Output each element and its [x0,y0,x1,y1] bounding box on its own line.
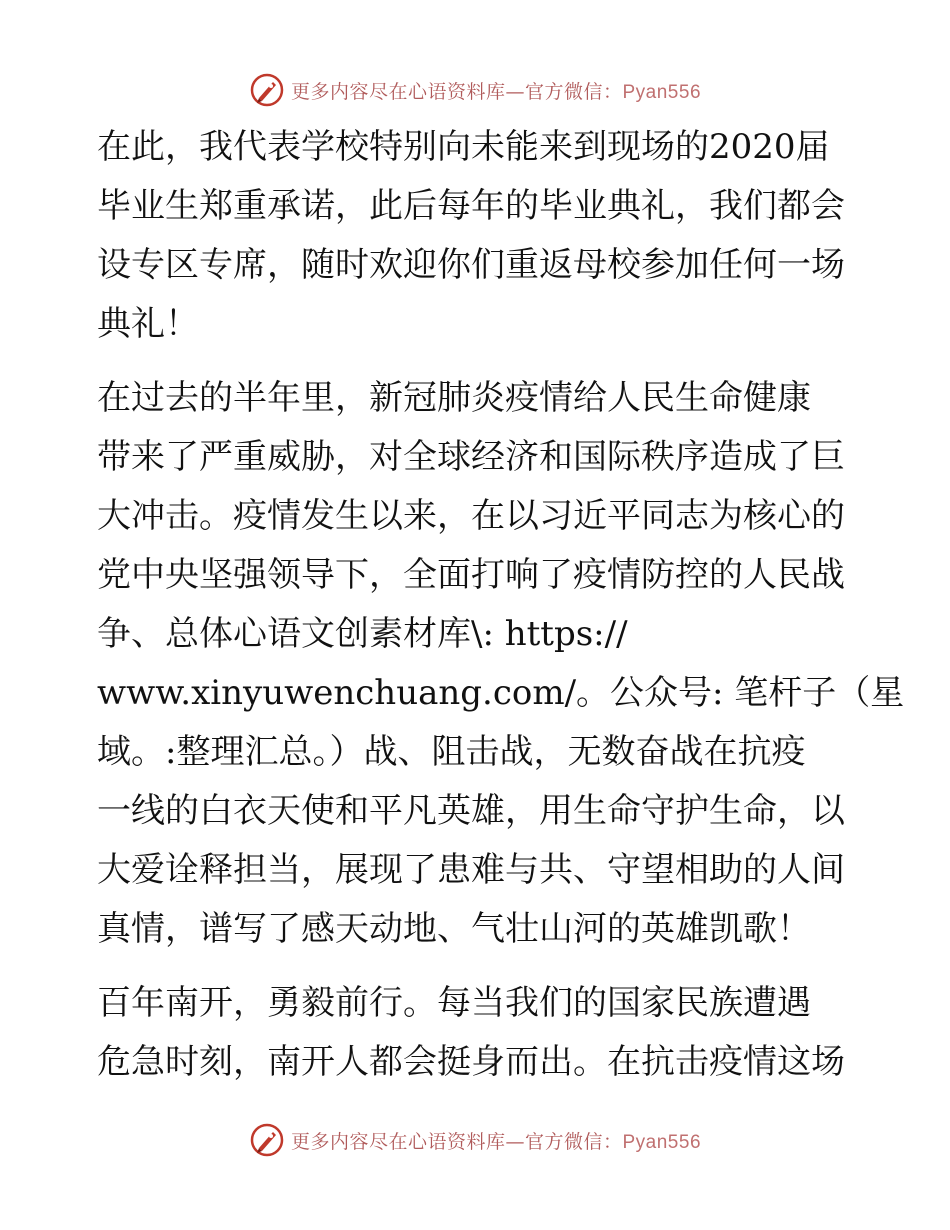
text-line: 在过去的半年里，新冠肺炎疫情给人民生命健康 [97,378,811,418]
header-wechat-id: Pyan556 [622,81,702,103]
text-line: 百年南开，勇毅前行。每当我们的国家民族遭遇 [97,983,811,1023]
header-banner [0,70,950,110]
text-line: 党中央坚强领导下，全面打响了疫情防控的人民战 [97,555,845,595]
document-body [97,118,905,1092]
text-line: 真情，谱写了感天动地、气壮山河的英雄凯歌！ [97,909,811,949]
paragraph-1 [97,118,857,354]
text-line: 毕业生郑重承诺，此后每年的毕业典礼，我们都会 [97,186,845,226]
text-line: 争、总体心语文创素材库\: https:// [97,614,628,654]
footer-banner [0,1120,950,1160]
pen-logo-icon [249,1122,285,1158]
text-line: 在此，我代表学校特别向未能来到现场的2020届 [97,127,830,167]
text-line: 大冲击。疫情发生以来，在以习近平同志为核心的 [97,496,845,536]
header-text: 更多内容尽在心语资料库—官方微信：Pyan556 [290,80,702,103]
footer-wechat-id: Pyan556 [622,1131,702,1153]
text-line: 危急时刻，南开人都会挺身而出。在抗击疫情这场 [97,1042,845,1082]
text-line: 带来了严重威胁，对全球经济和国际秩序造成了巨 [97,437,845,477]
paragraph-3 [97,974,857,1092]
text-line: 大爱诠释担当，展现了患难与共、守望相助的人间 [97,850,845,890]
text-line: 设专区专席，随时欢迎你们重返母校参加任何一场 [97,245,845,285]
pen-logo-icon [249,72,285,108]
text-line: 典礼！ [97,304,199,344]
text-line: 一线的白衣天使和平凡英雄，用生命守护生命，以 [97,791,845,831]
paragraph-2 [97,369,905,959]
footer-text: 更多内容尽在心语资料库—官方微信：Pyan556 [290,1130,702,1153]
text-line: 域。:整理汇总。）战、阻击战，无数奋战在抗疫 [97,732,806,772]
text-line: www.xinyuwenchuang.com/。公众号: 笔杆子（星 [97,673,905,713]
